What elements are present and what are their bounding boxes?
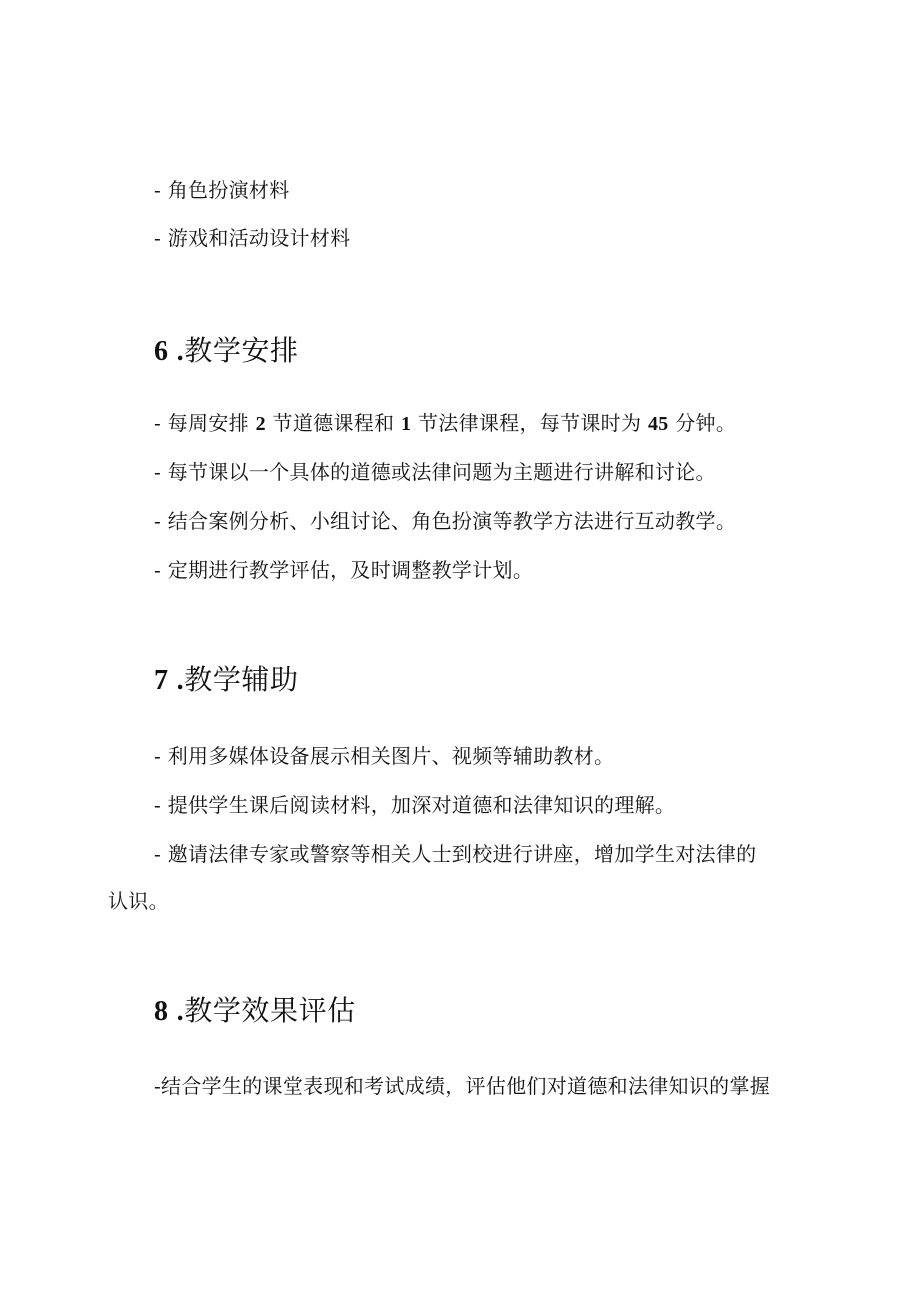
list-item: - 利用多媒体设备展示相关图片、视频等辅助教材。 (154, 744, 615, 768)
list-item-continuation: 认识。 (108, 889, 169, 913)
text-fragment: 节法律课程，每节课时为 (411, 411, 648, 435)
section-heading (154, 333, 299, 370)
section-dot: . (176, 336, 185, 367)
list-item: - 邀请法律专家或警察等相关人士到校进行讲座，增加学生对法律的 (154, 842, 757, 866)
section-title: 教学安排 (184, 334, 299, 367)
list-item: - 结合案例分析、小组讨论、角色扮演等教学方法进行互动教学。 (154, 509, 737, 533)
text-fragment: 分钟。 (668, 411, 737, 435)
list-item: - 角色扮演材料 (154, 178, 290, 202)
section-number: 8 (154, 996, 169, 1027)
number: 2 (255, 413, 266, 435)
section-heading (154, 993, 356, 1030)
section-title: 教学辅助 (184, 663, 299, 696)
list-item (154, 409, 736, 438)
section-dot: . (176, 996, 185, 1027)
section-title: 教学效果评估 (184, 994, 356, 1027)
text-fragment: - 每周安排 (154, 411, 256, 435)
section-number: 6 (154, 336, 169, 367)
section-heading (154, 662, 299, 699)
text-fragment: 节道德课程和 (265, 411, 402, 435)
section-number: 7 (154, 665, 169, 696)
number: 1 (401, 413, 412, 435)
list-item: - 提供学生课后阅读材料，加深对道德和法律知识的理解。 (154, 793, 676, 817)
list-item: - 每节课以一个具体的道德或法律问题为主题进行讲解和讨论。 (154, 460, 716, 484)
section-dot: . (176, 665, 185, 696)
number: 45 (647, 413, 669, 435)
list-item: -结合学生的课堂表现和考试成绩，评估他们对道德和法律知识的掌握 (154, 1074, 771, 1098)
list-item: - 定期进行教学评估，及时调整教学计划。 (154, 558, 534, 582)
list-item: - 游戏和活动设计材料 (154, 226, 351, 250)
